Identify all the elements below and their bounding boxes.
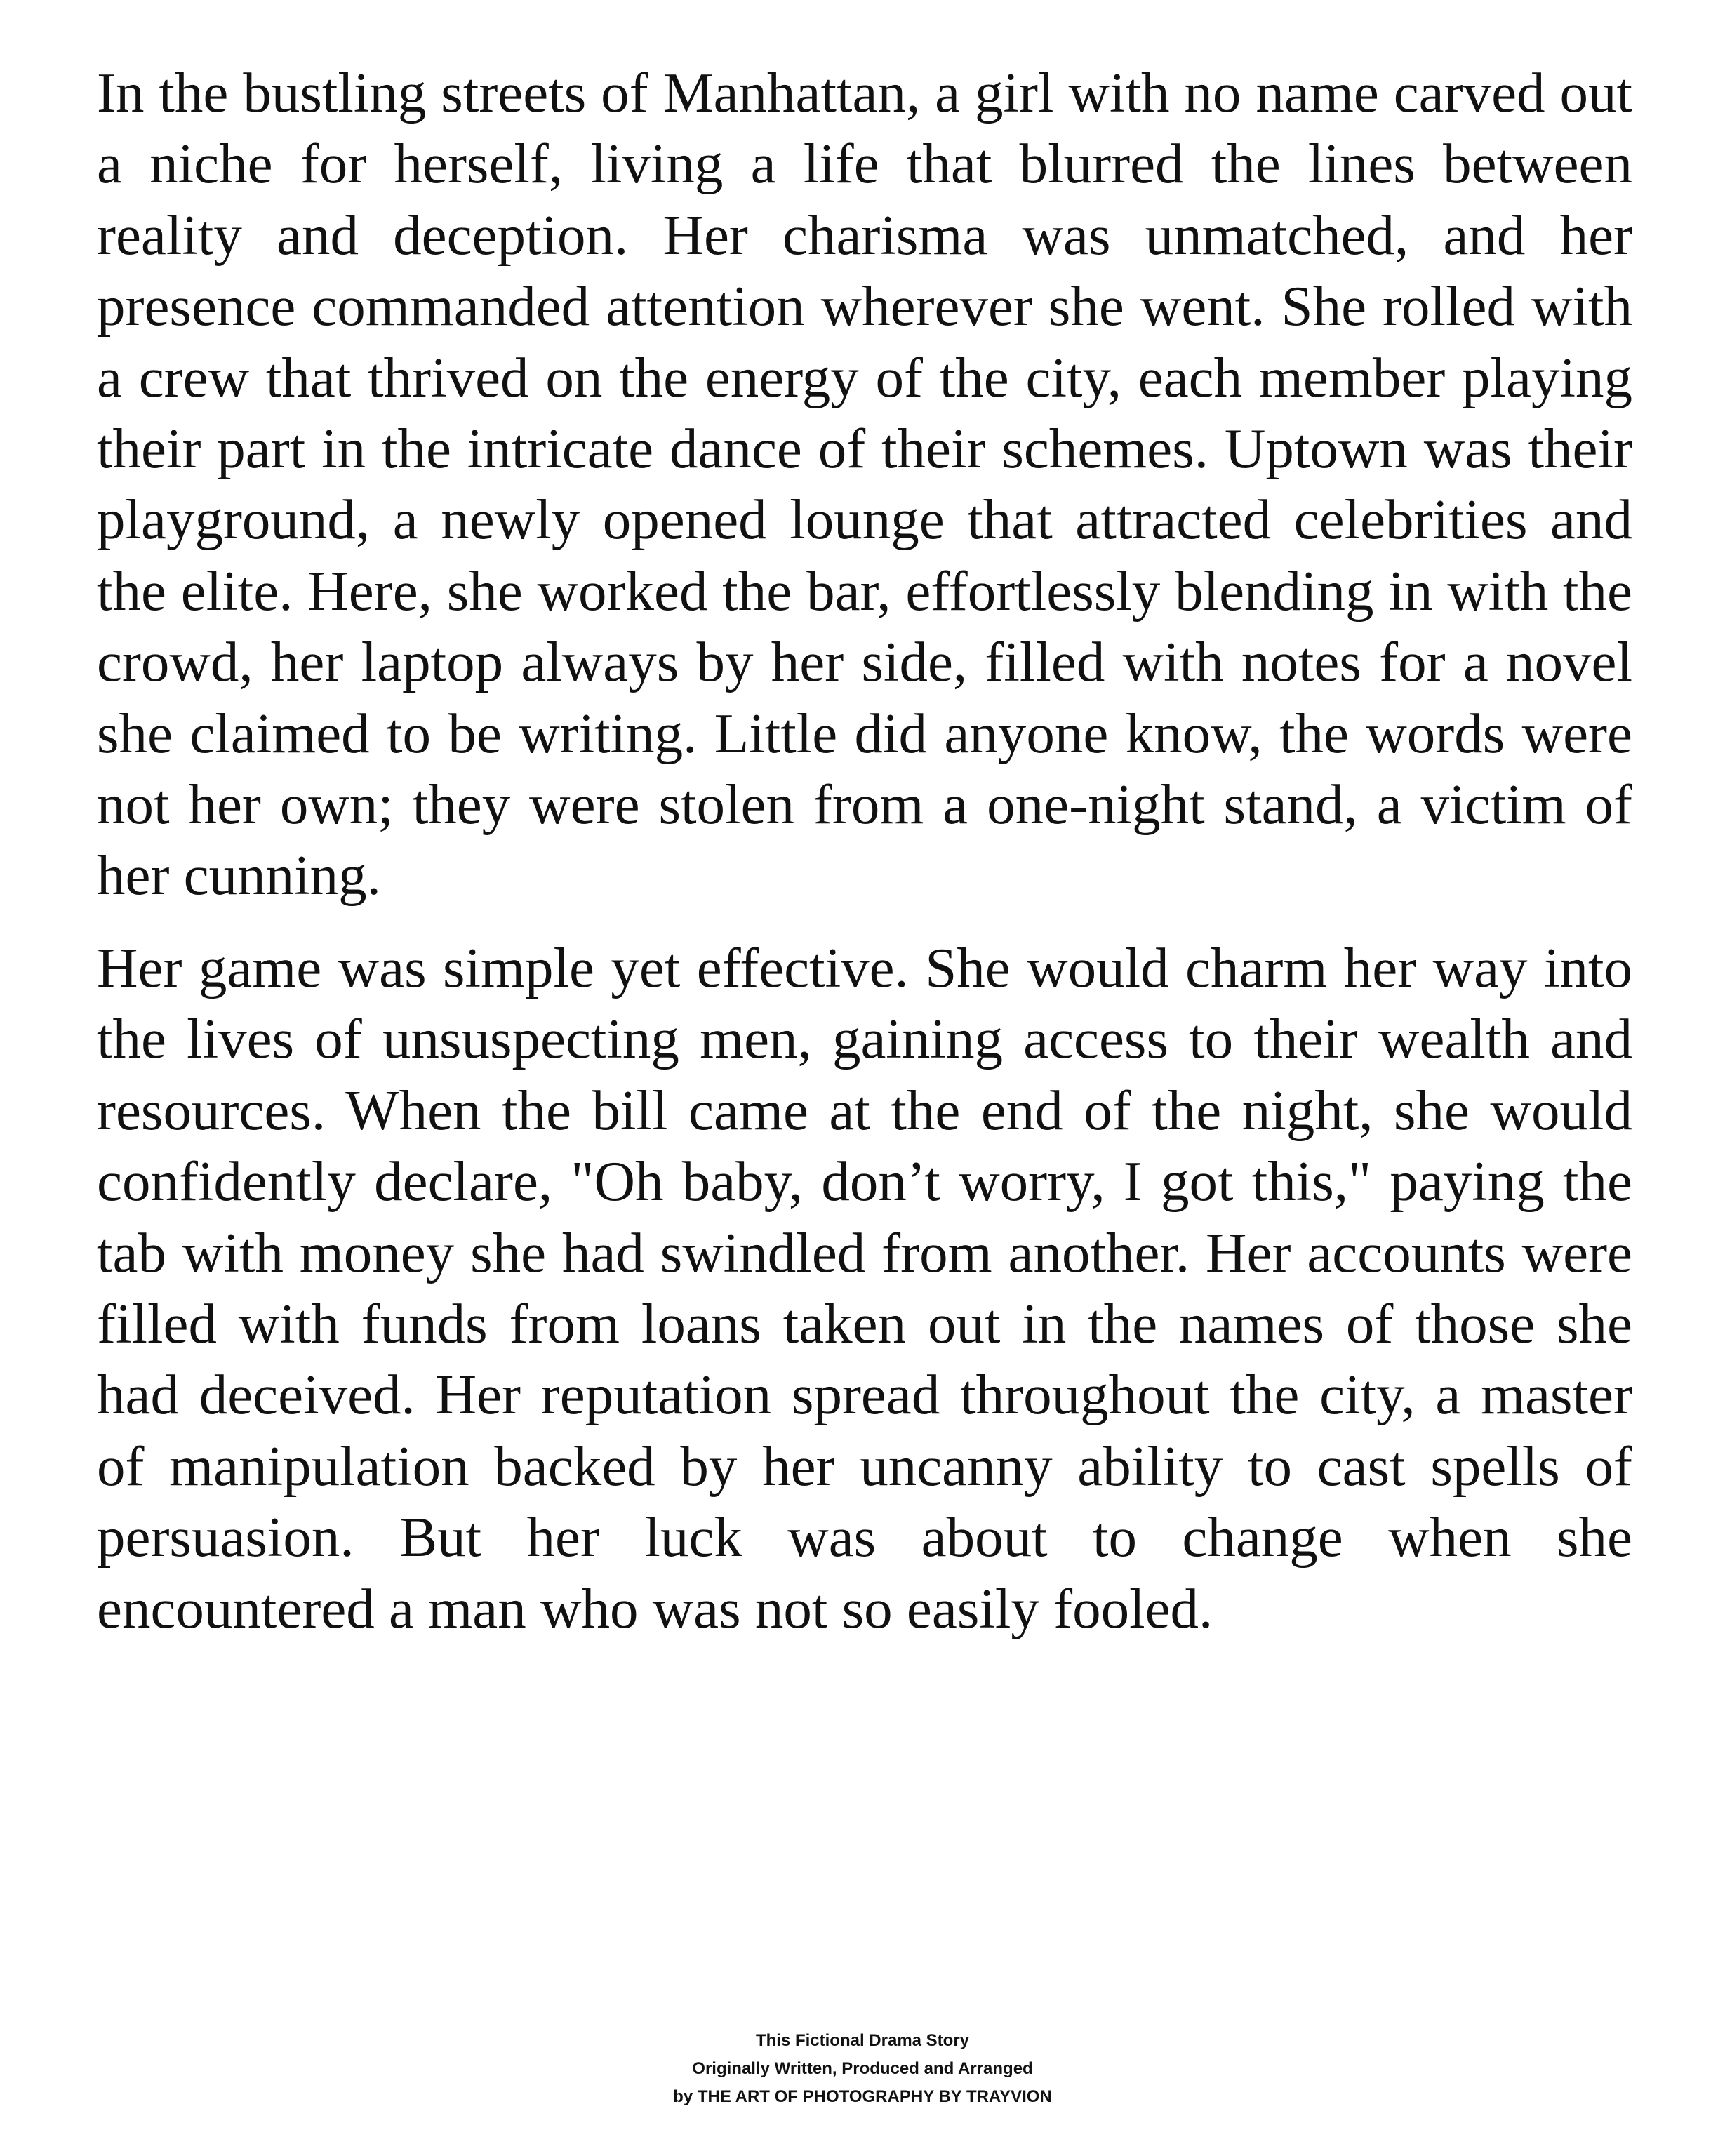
story-paragraph-1: In the bustling streets of Manhattan, a girl with no name carved out a niche for herself, living a life that blurred the lines between reality and deception. Her charisma was unmatched, and her presence commanded attention wherever she went. She rolled with a crew that thrived on the energy of the city, each member playing their part in the intricate dance of their schemes. Uptown was their playground, a newly opened lounge that attracted celebrities and the elite. Here, she worked the bar, effortlessly blending in with the crowd, her laptop always by her side, filled with notes for a novel she claimed to be writing. Little did anyone know, the words were not her own; they were stolen from a one-night stand, a victim of her cunning. [97, 61, 1632, 907]
credits-line-author: by THE ART OF PHOTOGRAPHY BY TRAYVION [673, 2087, 1052, 2106]
story-paragraph-2: Her game was simple yet effective. She would charm her way into the lives of unsuspecting men, gaining access to their wealth and resources. When the bill came at the end of the night, she would confidently declare, "Oh baby, don’t worry, I got this," paying the tab with money she had swindled from another. Her accounts were filled with funds from loans taken out in the names of those she had deceived. Her reputation spread throughout the city, a master of manipulation backed by her uncanny ability to cast spells of persuasion. But her luck was about to change when she encountered a man who was not so easily fooled. [97, 936, 1632, 1640]
story-body [97, 58, 1632, 1644]
credits-footer [0, 2027, 1725, 2111]
credits-line-title: This Fictional Drama Story [755, 2031, 970, 2050]
credits-line-production: Originally Written, Produced and Arranged [692, 2059, 1033, 2078]
